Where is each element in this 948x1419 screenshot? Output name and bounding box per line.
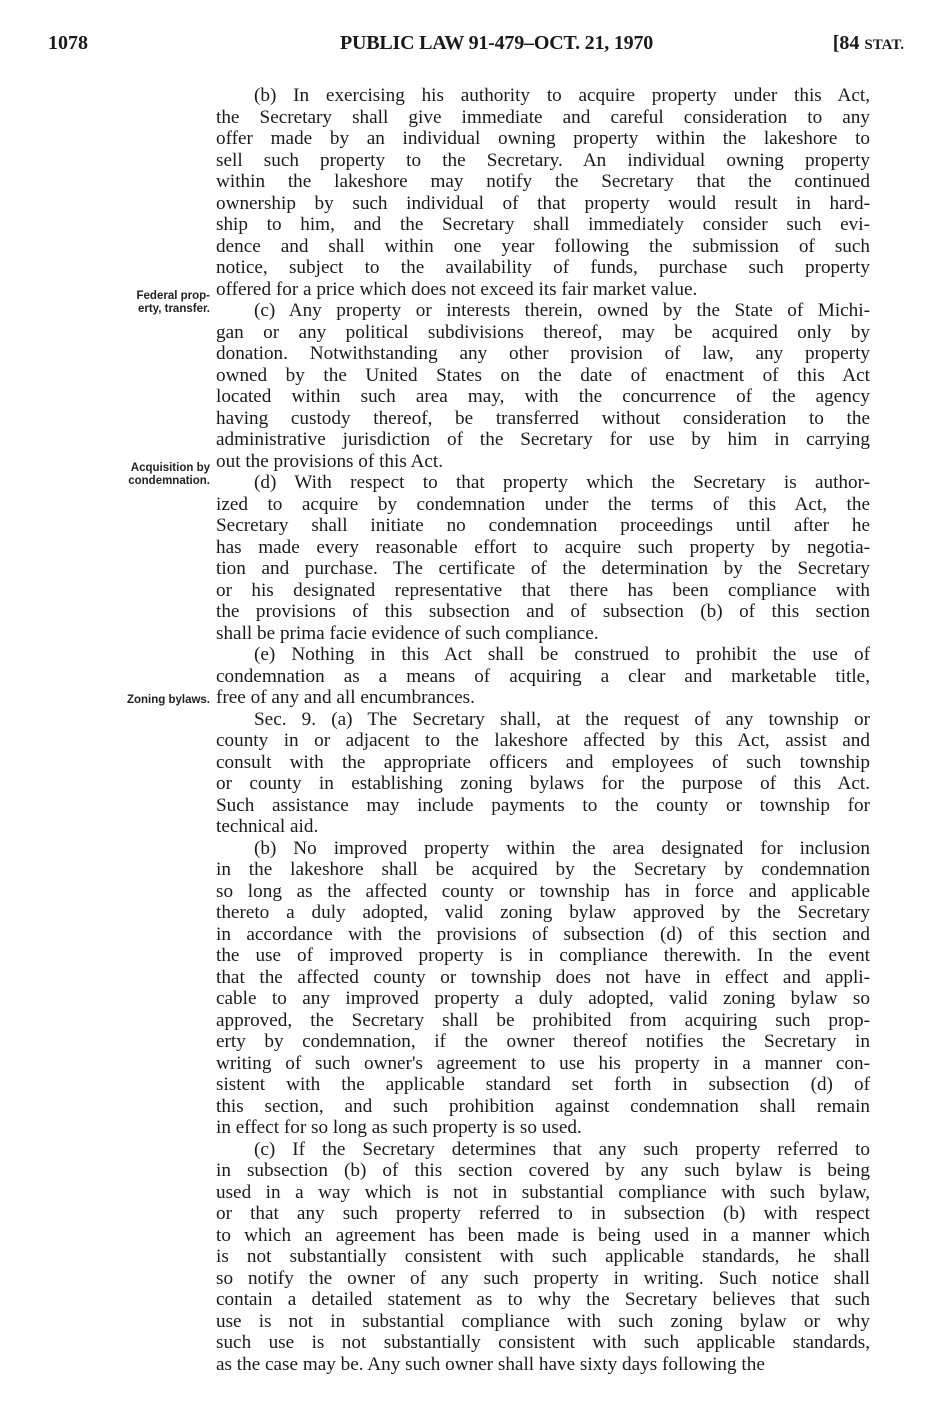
text-line: Such assistance may include payments to the county or township for <box>216 794 870 816</box>
text-line: as the case may be. Any such owner shall have sixty days following the <box>216 1353 765 1375</box>
text-line: tion and purchase. The certificate of the determination by the Secretary <box>216 558 870 579</box>
text-line: Secretary shall initiate no condemnation proceedings until after he <box>216 515 870 536</box>
text-line: owned by the United States on the date of enactment of this Act <box>216 364 870 386</box>
statute-body <box>216 85 870 1375</box>
margin-note-line: Zoning bylaws. <box>126 694 210 706</box>
margin-note-line: Federal prop- <box>136 290 210 302</box>
text-line: ownership by such individual of that property would result in hard- <box>216 192 870 214</box>
text-line: within the lakeshore may notify the Secretary that the continued <box>216 171 870 192</box>
text-line: such use is not substantially consistent with such applicable standards, <box>216 1332 870 1353</box>
text-line: writing of such owner's agreement to use his property in a manner con- <box>216 1052 870 1074</box>
text-line: (c) Any property or interests therein, owned by the State of Michi- <box>254 300 870 321</box>
text-line: consult with the appropriate officers and employees of such township <box>216 751 870 773</box>
text-line: erty by condemnation, if the owner thereof notifies the Secretary in <box>216 1031 870 1052</box>
text-line: gan or any political subdivisions thereof, may be acquired only by <box>216 321 870 343</box>
text-line: offer made by an individual owning property within the lakeshore to <box>216 128 870 149</box>
text-line: offered for a price which does not exceed its fair market value. <box>216 278 698 300</box>
page-number: 1078 <box>48 32 88 54</box>
text-line: in accordance with the provisions of subsection (d) of this section and <box>216 923 870 945</box>
text-line: (b) In exercising his authority to acquire property under this Act, <box>254 85 870 106</box>
text-line: administrative jurisdiction of the Secretary for use by him in carrying <box>216 429 870 450</box>
text-line: ized to acquire by condemnation under the terms of this Act, the <box>216 493 870 515</box>
text-line: (c) If the Secretary determines that any such property referred to <box>254 1138 870 1160</box>
text-line: or that any such property referred to in subsection (b) with respect <box>216 1203 870 1224</box>
text-line: free of any and all encumbrances. <box>216 687 475 708</box>
text-line: in subsection (b) of this section covered by any such bylaw is being <box>216 1160 870 1181</box>
text-line: having custody thereof, be transferred without consideration to the <box>216 407 870 429</box>
text-line: the provisions of this subsection and of subsection (b) of this section <box>216 601 870 622</box>
text-line: county in or adjacent to the lakeshore affected by this Act, assist and <box>216 730 870 751</box>
text-line: dence and shall within one year following the submission of such <box>216 235 870 257</box>
text-line: condemnation as a means of acquiring a clear and marketable title, <box>216 665 870 687</box>
margin-note-federal-property <box>40 290 210 316</box>
text-line: approved, the Secretary shall be prohibited from acquiring such prop- <box>216 1009 870 1031</box>
text-line: in effect for so long as such property is so used. <box>216 1117 582 1138</box>
text-line: shall be prima facie evidence of such compliance. <box>216 622 599 644</box>
text-line: that the affected county or township does not have in effect and appli- <box>216 966 870 988</box>
volume-citation <box>833 32 904 55</box>
text-line: located within such area may, with the concurrence of the agency <box>216 386 870 407</box>
text-line: has made every reasonable effort to acquire such property by negotia- <box>216 536 870 558</box>
margin-note-line: erty, transfer. <box>137 303 210 315</box>
volume-prefix: [84 <box>832 32 865 54</box>
text-line: (b) No improved property within the area designated for inclusion <box>254 837 870 859</box>
text-line: contain a detailed statement as to why the Secretary believes that such <box>216 1289 870 1310</box>
text-line: (e) Nothing in this Act shall be construed to prohibit the use of <box>254 644 870 665</box>
text-line: donation. Notwithstanding any other provision of law, any property <box>216 343 870 364</box>
text-line: notice, subject to the availability of funds, purchase such property <box>216 257 870 278</box>
text-line: is not substantially consistent with such applicable standards, he shall <box>216 1246 870 1267</box>
text-line: ship to him, and the Secretary shall immediately consider such evi- <box>216 214 870 235</box>
volume-suffix: STAT. <box>864 37 904 53</box>
margin-note-zoning <box>40 694 210 707</box>
text-line: used in a way which is not in substantial compliance with such bylaw, <box>216 1181 870 1203</box>
text-line: technical aid. <box>216 816 319 837</box>
text-line: or county in establishing zoning bylaws for the purpose of this Act. <box>216 773 870 794</box>
text-line: to which an agreement has been made is being used in a manner which <box>216 1224 870 1246</box>
text-line: cable to any improved property a duly adopted, valid zoning bylaw so <box>216 988 870 1009</box>
text-line: or his designated representative that there has been compliance with <box>216 579 870 601</box>
text-line: Sec. 9. (a) The Secretary shall, at the request of any township or <box>254 708 870 730</box>
margin-note-acquisition <box>40 462 210 488</box>
page-header <box>0 32 948 62</box>
running-title: PUBLIC LAW 91-479–OCT. 21, 1970 <box>340 32 654 54</box>
text-line: in the lakeshore shall be acquired by the Secretary by condemnation <box>216 859 870 880</box>
text-line: use is not in substantial compliance with such zoning bylaw or why <box>216 1310 870 1332</box>
text-line: thereto a duly adopted, valid zoning bylaw approved by the Secretary <box>216 902 870 923</box>
text-line: so notify the owner of any such property in writing. Such notice shall <box>216 1267 870 1289</box>
text-line: sell such property to the Secretary. An individual owning property <box>216 149 870 171</box>
text-line: this section, and such prohibition against condemnation shall remain <box>216 1095 870 1117</box>
text-line: the use of improved property is in compliance therewith. In the event <box>216 945 870 966</box>
text-line: sistent with the applicable standard set forth in subsection (d) of <box>216 1074 870 1095</box>
text-line: out the provisions of this Act. <box>216 450 444 472</box>
margin-note-line: condemnation. <box>128 475 210 487</box>
text-line: so long as the affected county or township has in force and applicable <box>216 880 870 902</box>
text-line: the Secretary shall give immediate and careful consideration to any <box>216 106 870 128</box>
margin-note-line: Acquisition by <box>130 462 210 474</box>
text-line: (d) With respect to that property which the Secretary is author- <box>254 472 870 493</box>
